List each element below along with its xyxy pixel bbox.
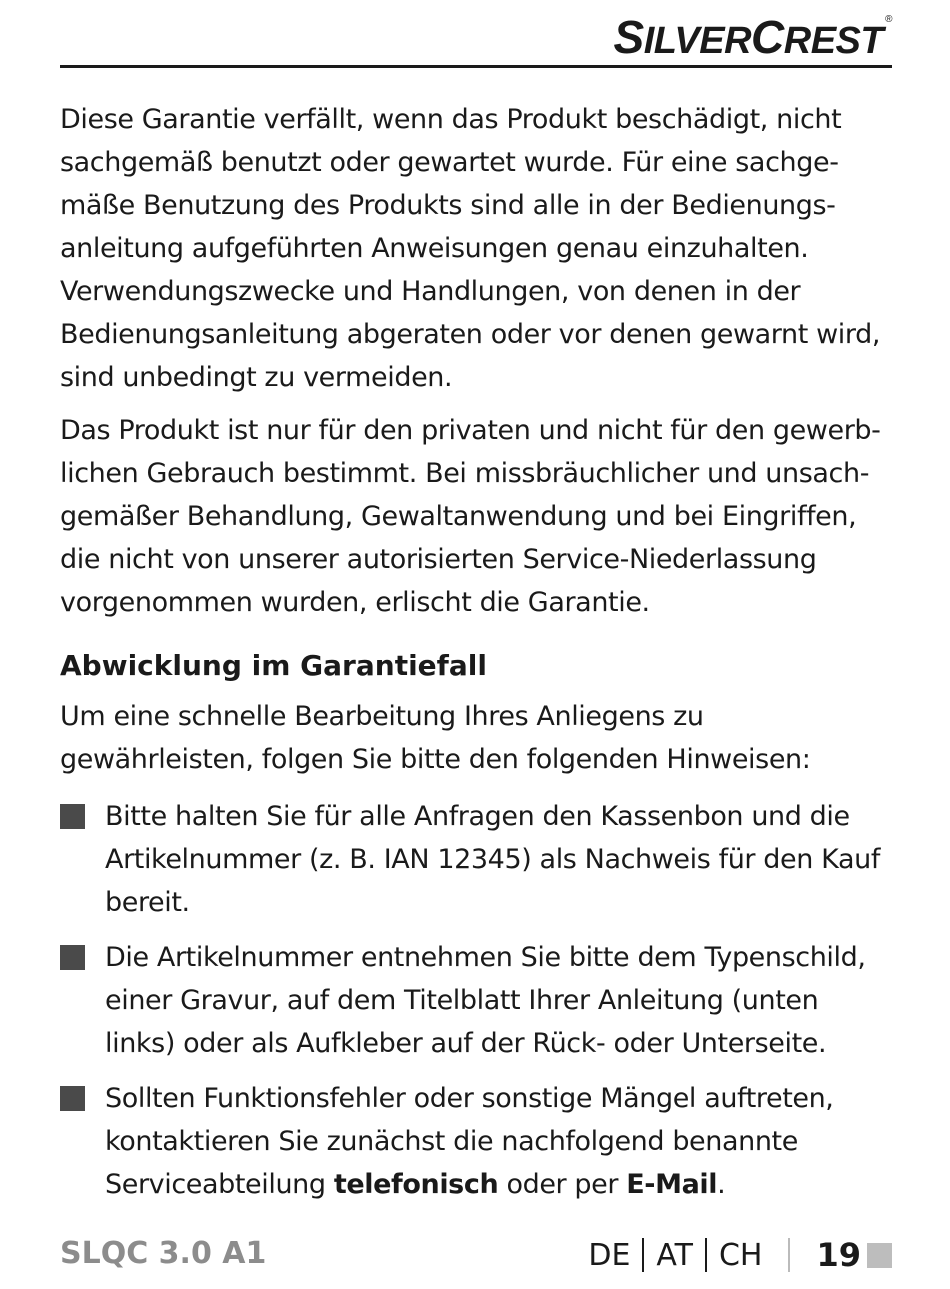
contact-email-emphasis: E-Mail (626, 1169, 718, 1200)
country-code-de: DE (588, 1237, 631, 1273)
brand-logo: SILVERCREST® (613, 11, 892, 63)
paragraph-warranty-void: Diese Garantie verfällt, wenn das Produkt beschädigt, nicht sachgemäß benutzt oder gewartet wurde. Für eine sachgemäße Benutzung des Produkts sind alle in der Bedienungsanleitung aufgeführten Anweisungen genau einzuhalten. Verwendungszwecke und Handlungen, von denen in der Bedienungsanleitung abgeraten oder vor denen gewarnt wird, sind unbedingt zu vermeiden. (60, 104, 881, 393)
section-intro: Um eine schnelle Bearbeitung Ihres Anliegens zu gewährleisten, folgen Sie bitte den folgenden Hinweisen: (60, 701, 811, 775)
divider (705, 1238, 707, 1272)
divider (788, 1238, 790, 1272)
country-code-at: AT (656, 1237, 693, 1273)
list-item-text: Die Artikelnummer entnehmen Sie bitte dem Typenschild, einer Gravur, auf dem Titelblatt Ihrer Anleitung (unten links) oder als Aufkleber auf der Rück- oder Unterseite. (105, 942, 866, 1059)
divider (642, 1238, 644, 1272)
paragraph-private-use: Das Produkt ist nur für den privaten und nicht für den gewerblichen Gebrauch bestimmt. Bei missbräuchlicher und unsachgemäßer Behandlung, Gewaltanwendung und bei Eingriffen, die nicht von unserer autorisierten Service-Niederlassung vorgenommen wurden, erlischt die Garantie. (60, 415, 881, 618)
square-bullet-icon (60, 945, 85, 970)
square-bullet-icon (60, 804, 85, 829)
footer-model-number: SLQC 3.0 A1 (60, 1236, 267, 1271)
list-item (60, 936, 892, 1065)
header-divider (60, 65, 892, 68)
page-number: 19 (816, 1236, 861, 1274)
square-bullet-icon (60, 1086, 85, 1111)
section-heading: Abwicklung im Garantiefall (60, 649, 487, 682)
country-code-ch: CH (718, 1237, 763, 1273)
list-item (60, 1077, 892, 1206)
list-item-text-after: . (717, 1169, 726, 1200)
page-content (60, 98, 892, 1218)
list-item-text-middle: oder per (498, 1169, 627, 1200)
page-square-icon (867, 1243, 892, 1268)
instruction-list (60, 795, 892, 1206)
list-item-text-before: Sollten Funktionsfehler oder sonstige Mängel auftreten, kontaktieren Sie zunächst die nachfolgend benannte Serviceabteilung (105, 1083, 834, 1200)
list-item (60, 795, 892, 924)
footer-page-info (588, 1236, 892, 1274)
list-item-text: Bitte halten Sie für alle Anfragen den Kassenbon und die Artikelnummer (z. B. IAN 12345) als Nachweis für den Kauf bereit. (105, 801, 880, 918)
contact-phone-emphasis: telefonisch (333, 1169, 499, 1200)
